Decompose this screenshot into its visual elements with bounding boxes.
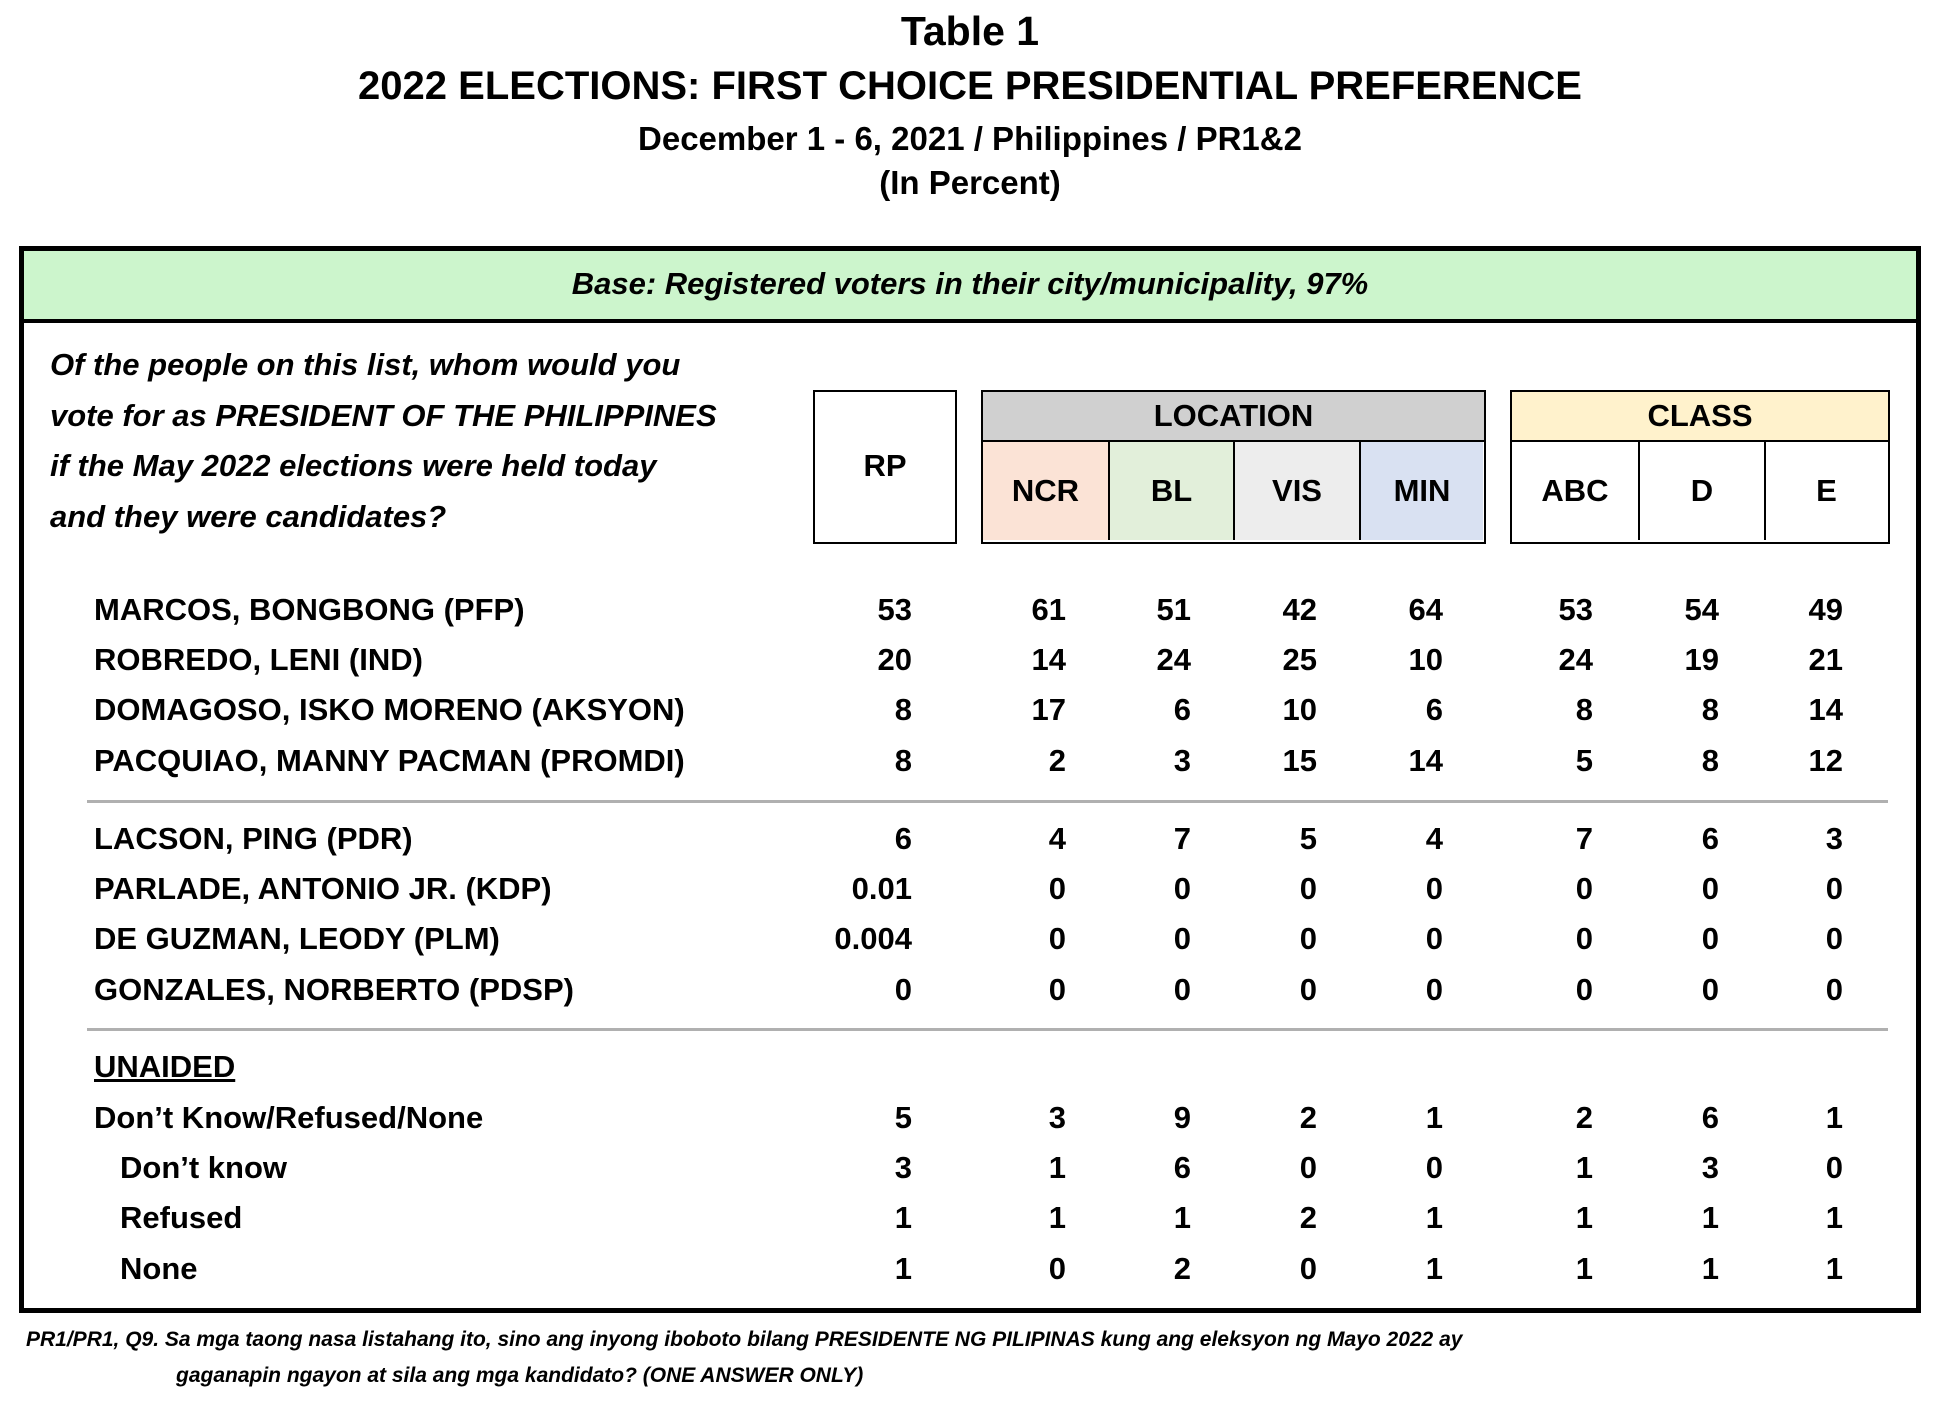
table-cell: 8	[1701, 692, 1719, 727]
table-subtitle: December 1 - 6, 2021 / Philippines / PR1&2	[638, 120, 1302, 157]
row-label: PACQUIAO, MANNY PACMAN (PROMDI)	[94, 743, 685, 778]
row-label: DOMAGOSO, ISKO MORENO (AKSYON)	[94, 692, 685, 727]
table-cell: 8	[1701, 743, 1719, 778]
table-cell: 8	[894, 692, 912, 727]
table-cell: 6	[1173, 1150, 1191, 1185]
table-cell: 14	[1808, 692, 1843, 727]
table-title: 2022 ELECTIONS: FIRST CHOICE PRESIDENTIAL PREFERENCE	[358, 64, 1582, 108]
row-label: DE GUZMAN, LEODY (PLM)	[94, 921, 500, 956]
table-cell: 3	[1048, 1100, 1066, 1135]
table-cell: 1	[1575, 1150, 1593, 1185]
table-cell: 0	[1825, 972, 1843, 1007]
table-cell: 0	[1048, 1251, 1066, 1286]
table-cell: 0.01	[851, 871, 912, 906]
table-cell: 6	[1701, 821, 1719, 856]
footnote-line: PR1/PR1, Q9. Sa mga taong nasa listahang ito, sino ang inyong iboboto bilang PRESIDENTE NG PILIPINAS kung ang eleksyon ng Mayo 2022 ay	[26, 1328, 1463, 1351]
table-cell: 8	[1575, 692, 1593, 727]
table-cell: 17	[1031, 692, 1066, 727]
table-cell: 4	[1425, 821, 1443, 856]
table-cell: 1	[1048, 1150, 1066, 1185]
section-heading: UNAIDED	[94, 1049, 236, 1084]
question-line: Of the people on this list, whom would you	[50, 347, 681, 382]
table-cell: 1	[1825, 1100, 1843, 1135]
table-cell: 0	[1173, 972, 1191, 1007]
table-cell: 1	[1425, 1251, 1443, 1286]
row-label: ROBREDO, LENI (IND)	[94, 642, 423, 677]
row-label: Don’t know	[120, 1150, 288, 1185]
table-cell: 15	[1282, 743, 1317, 778]
table-cell: 0	[1575, 921, 1593, 956]
table-cell: 0	[1048, 972, 1066, 1007]
table-cell: 0	[1425, 1150, 1443, 1185]
table-cell: 0	[1299, 871, 1317, 906]
header-abc: ABC	[1541, 473, 1609, 508]
table-cell: 0	[1825, 1150, 1843, 1185]
table-cell: 3	[1825, 821, 1843, 856]
table-cell: 61	[1031, 592, 1066, 627]
row-label: PARLADE, ANTONIO JR. (KDP)	[94, 871, 552, 906]
table-cell: 0	[1701, 871, 1719, 906]
table-cell: 0	[1575, 972, 1593, 1007]
rp-header	[813, 390, 957, 544]
table-cell: 20	[877, 642, 912, 677]
table-cell: 10	[1408, 642, 1443, 677]
table-cell: 7	[1575, 821, 1593, 856]
table-cell: 0	[1425, 921, 1443, 956]
table-cell: 2	[1299, 1200, 1317, 1235]
table-cell: 2	[1173, 1251, 1191, 1286]
table-cell: 25	[1282, 642, 1317, 677]
table-cell: 4	[1048, 821, 1066, 856]
table-cell: 0	[1048, 921, 1066, 956]
table-cell: 5	[1575, 743, 1593, 778]
table-cell: 0	[1299, 921, 1317, 956]
table-cell: 1	[1825, 1251, 1843, 1286]
table-cell: 24	[1558, 642, 1593, 677]
class-header-label: CLASS	[1512, 392, 1888, 442]
table-cell: 7	[1173, 821, 1191, 856]
table-cell: 5	[894, 1100, 912, 1135]
table-cell: 2	[1048, 743, 1066, 778]
header-vis: VIS	[1233, 442, 1359, 540]
table-cell: 1	[1425, 1200, 1443, 1235]
table-cell: 0	[1701, 972, 1719, 1007]
question-line: vote for as PRESIDENT OF THE PHILIPPINES	[50, 397, 717, 433]
table-cell: 6	[1701, 1100, 1719, 1135]
header-bl: BL	[1108, 442, 1233, 540]
table-cell: 9	[1173, 1100, 1191, 1135]
table-cell: 53	[1558, 592, 1593, 627]
table-cell: 49	[1808, 592, 1843, 627]
table-cell: 0	[1825, 871, 1843, 906]
table-cell: 1	[1825, 1200, 1843, 1235]
table-cell: 14	[1031, 642, 1066, 677]
table-cell: 54	[1684, 592, 1719, 627]
table-cell: 3	[1701, 1150, 1719, 1185]
table-cell: 3	[1173, 743, 1191, 778]
row-label: Refused	[120, 1200, 243, 1235]
table-cell: 64	[1408, 592, 1443, 627]
table-cell: 0	[1048, 871, 1066, 906]
table-cell: 1	[1173, 1200, 1191, 1235]
table-cell: 8	[894, 743, 912, 778]
table-cell: 14	[1408, 743, 1443, 778]
question-line: and they were candidates?	[50, 498, 447, 534]
location-header-label: LOCATION	[983, 392, 1484, 442]
table-cell: 0	[1299, 1251, 1317, 1286]
table-cell: 53	[877, 592, 912, 627]
table-cell: 1	[1575, 1251, 1593, 1286]
table-cell: 21	[1808, 642, 1843, 677]
row-label: None	[120, 1251, 198, 1286]
table-cell: 51	[1156, 592, 1191, 627]
table-cell: 2	[1299, 1100, 1317, 1135]
unit-note: (In Percent)	[879, 164, 1061, 201]
table-cell: 1	[1575, 1200, 1593, 1235]
table-cell: 0	[1825, 921, 1843, 956]
table-cell: 0	[1299, 1150, 1317, 1185]
table-cell: 0	[894, 972, 912, 1007]
row-label: MARCOS, BONGBONG (PFP)	[94, 592, 525, 627]
row-label: LACSON, PING (PDR)	[94, 821, 413, 856]
location-header-group	[981, 390, 1486, 544]
table-cell: 0	[1701, 921, 1719, 956]
footnote-line: gaganapin ngayon at sila ang mga kandidato? (ONE ANSWER ONLY)	[176, 1364, 864, 1387]
table-cell: 0	[1173, 871, 1191, 906]
table-cell: 0	[1425, 871, 1443, 906]
table-cell: 42	[1282, 592, 1317, 627]
table-cell: 0	[1173, 921, 1191, 956]
table-cell: 3	[894, 1150, 912, 1185]
table-cell: 12	[1808, 743, 1843, 778]
table-cell: 10	[1282, 692, 1317, 727]
header-d: D	[1638, 442, 1764, 540]
table-cell: 1	[1701, 1251, 1719, 1286]
table-cell: 2	[1575, 1100, 1593, 1135]
question-line: if the May 2022 elections were held today	[50, 448, 657, 483]
header-e: E	[1764, 442, 1887, 540]
rp-header-label: RP	[863, 448, 907, 483]
table-cell: 1	[1048, 1200, 1066, 1235]
header-min: MIN	[1359, 442, 1483, 540]
table-cell: 24	[1156, 642, 1191, 677]
row-label: GONZALES, NORBERTO (PDSP)	[94, 972, 574, 1007]
row-label: Don’t Know/Refused/None	[94, 1100, 484, 1135]
class-header-group	[1510, 390, 1890, 544]
table-cell: 5	[1299, 821, 1317, 856]
row-separator	[87, 1028, 1888, 1031]
table-cell: 6	[894, 821, 912, 856]
table-cell: 1	[894, 1200, 912, 1235]
header-ncr: NCR	[983, 442, 1108, 540]
base-banner: Base: Registered voters in their city/municipality, 97%	[24, 251, 1916, 323]
table-cell: 0	[1299, 972, 1317, 1007]
table-cell: 1	[894, 1251, 912, 1286]
table-cell: 6	[1173, 692, 1191, 727]
row-separator	[87, 800, 1888, 803]
table-cell: 1	[1701, 1200, 1719, 1235]
table-cell: 19	[1684, 642, 1719, 677]
table-number: Table 1	[900, 8, 1040, 54]
table-cell: 0	[1575, 871, 1593, 906]
table-cell: 0	[1425, 972, 1443, 1007]
table-cell: 0.004	[834, 921, 912, 956]
table-cell: 6	[1425, 692, 1443, 727]
table-cell: 1	[1425, 1100, 1443, 1135]
survey-question	[50, 340, 810, 542]
